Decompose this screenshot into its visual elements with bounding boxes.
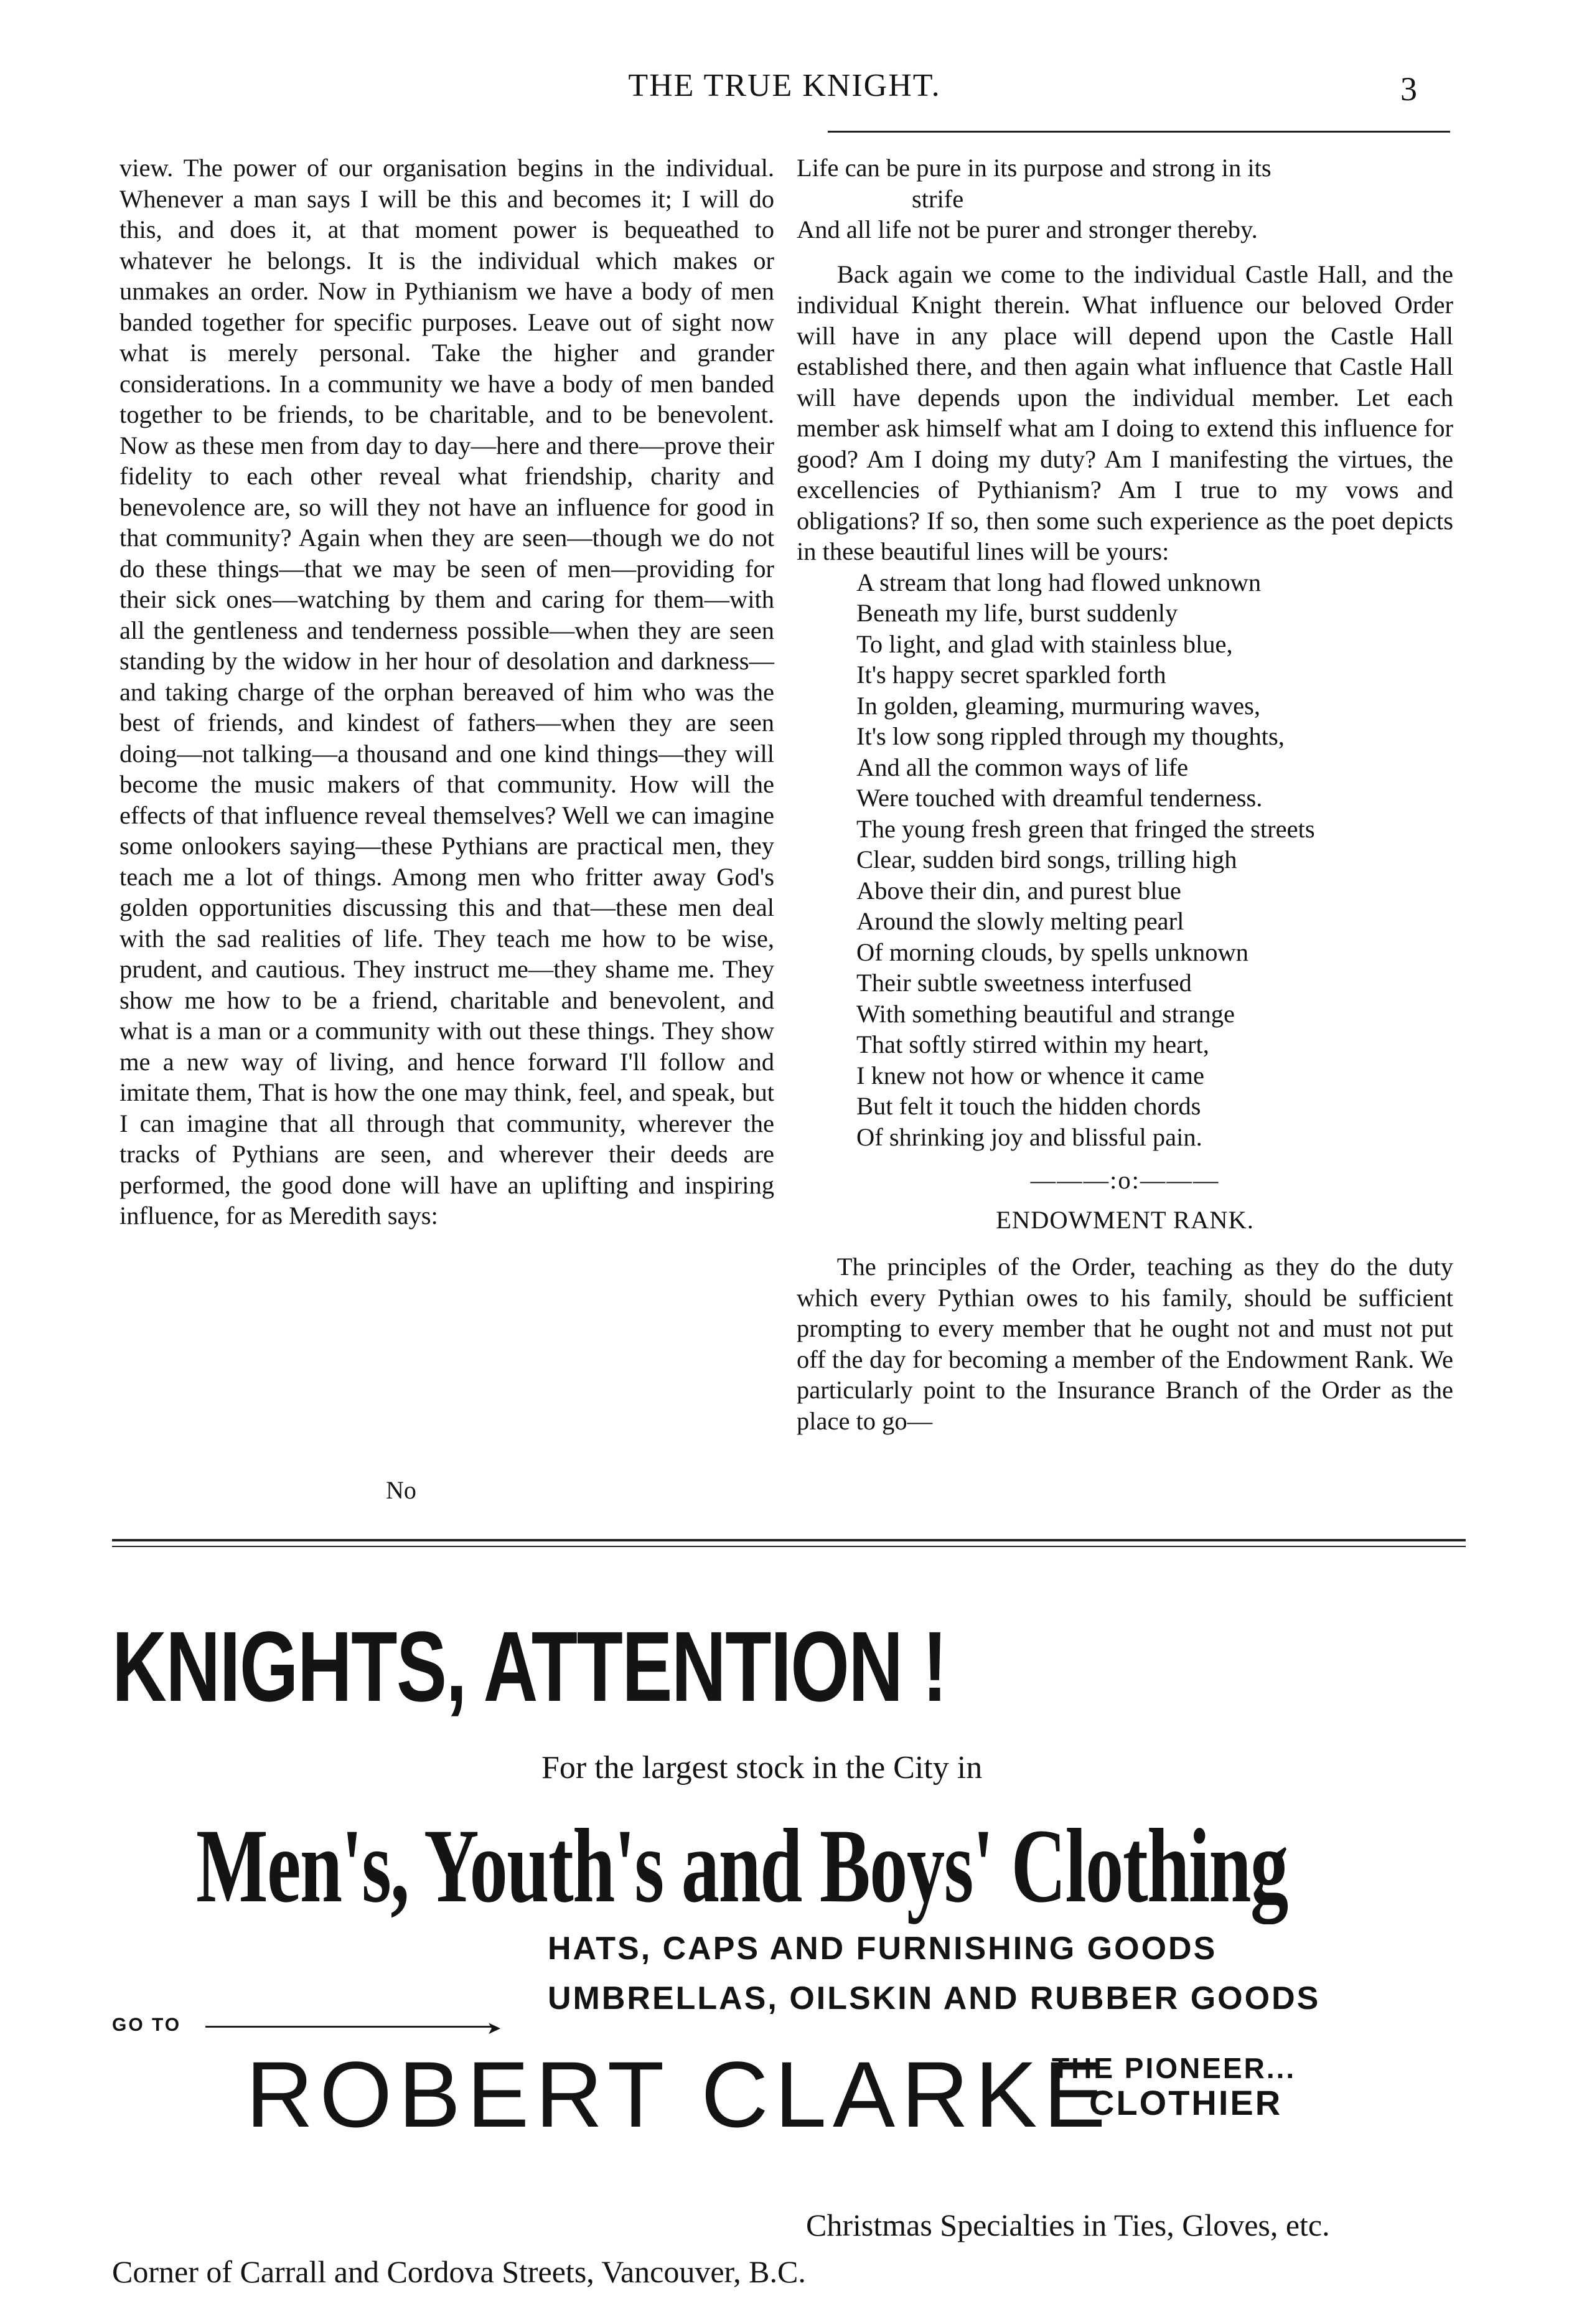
poem-line: And all the common ways of life xyxy=(856,753,1189,781)
poem-line: To light, and glad with stainless blue, xyxy=(856,629,1233,658)
divider-rule xyxy=(112,1546,1466,1547)
poem-line: It's low song rippled through my thoughts, xyxy=(856,722,1285,750)
poem-line: Of morning clouds, by spells unknown xyxy=(856,938,1248,966)
poem-line: Around the slowly melting pearl xyxy=(856,907,1184,935)
right-column xyxy=(797,153,1453,1436)
ad-christmas-line: Christmas Specialties in Ties, Gloves, etc. xyxy=(806,2208,1330,2242)
ad-clothier-label: CLOTHIER xyxy=(1089,2083,1283,2122)
left-column-paragraph: view. The power of our organisation begins in the individual. Whenever a man says I will be this and becomes it; I will do this, and does it, at that moment power is bequeathed to whatever he belongs. It is the individual which makes or unmakes an order. Now in Pythianism we have a body of men banded together for specific purposes. Leave out of sight now what is merely personal. Take the higher and grander considerations. In a community we have a body of men banded together to be friends, to be charitable, and to be benevolent. Now as these men from day to day—here and there—prove their fidelity to each other reveal what friendship, charity and benevolence are, so will they not have an influence for good in that community? Again when they are seen—though we do not do these things—that we may be seen of men—providing for their sick ones—watching by them and caring for them—with all the gentleness and tenderness possible—when they are seen standing by the widow in her hour of desolation and darkness—and taking charge of the orphan bereaved of him who was the best of friends, and kindest of fathers—when they are seen doing—not talking—a thousand and one kind things—they will become the music makers of that community. How will the effects of that influence reveal themselves? Well we can imagine some onlookers saying—these Pythians are practical men, they teach me a lot of things. Among men who fritter away God's golden opportunities discussing this and that—these men deal with the sad realities of life. They teach me how to be wise, prudent, and cautious. They instruct me—they shame me. They show me how to be a friend, charitable and benevolent, and what is a man or a community with out these things. They show me a new way of living, and hence forward I'll follow and imitate them, That is how the one may think, feel, and speak, but I can imagine that all through that community, wherever the tracks of Pythians are seen, and wherever their deeds are performed, the good done will have an uplifting and inspiring influence, for as Meredith says: xyxy=(119,154,774,1230)
poem-line: In golden, gleaming, murmuring waves, xyxy=(856,691,1260,720)
ad-merchant-name: ROBERT CLARKE xyxy=(246,2042,1112,2147)
meredith-verse xyxy=(797,153,1453,245)
poem-line: I knew not how or whence it came xyxy=(856,1061,1204,1089)
poem-line: Were touched with dreamful tenderness. xyxy=(856,784,1263,812)
section-heading: ENDOWMENT RANK. xyxy=(996,1205,1254,1234)
poem-line: But felt it touch the hidden chords xyxy=(856,1092,1201,1120)
page-number: 3 xyxy=(1400,70,1417,108)
poem xyxy=(856,567,1453,1153)
ad-go-to: GO TO xyxy=(112,2015,182,2035)
ad-hats-line: HATS, CAPS AND FURNISHING GOODS xyxy=(548,1931,1217,1967)
verse-line: Life can be pure in its purpose and strong in its xyxy=(797,154,1272,182)
endowment-paragraph: The principles of the Order, teaching as they do the duty which every Pythian owes to his family, should be sufficient prompting to every member that he ought not and must not put off the day for becoming a member of the Endowment Rank. We particularly point to the Insurance Branch of the Order as the place to go— xyxy=(797,1253,1453,1435)
section-divider: ———:o:——— xyxy=(1030,1166,1220,1194)
left-column xyxy=(119,153,774,1231)
verse-line: And all life not be purer and stronger thereby. xyxy=(797,215,1258,243)
verse-line: strife xyxy=(912,184,964,213)
ad-intro-line: For the largest stock in the City in xyxy=(541,1750,983,1785)
poem-line: It's happy secret sparkled forth xyxy=(856,661,1166,689)
ad-clothing-headline: Men's, Youth's and Boys' Clothing xyxy=(196,1807,1288,1924)
poem-line: The young fresh green that fringed the streets xyxy=(856,814,1315,843)
poem-line: Their subtle sweetness interfused xyxy=(856,969,1192,997)
poem-line: Beneath my life, burst suddenly xyxy=(856,599,1178,627)
poem-line: Of shrinking joy and blissful pain. xyxy=(856,1122,1202,1151)
ad-address: Corner of Carrall and Cordova Streets, Vancouver, B.C. xyxy=(112,2254,806,2289)
poem-line: Clear, sudden bird songs, trilling high xyxy=(856,845,1237,873)
running-title: THE TRUE KNIGHT. xyxy=(628,68,941,103)
go-to-leader-line xyxy=(205,2026,492,2028)
ad-pioneer-label: THE PIONEER... xyxy=(1052,2052,1296,2084)
poem-line: That softly stirred within my heart, xyxy=(856,1030,1209,1058)
poem-line: With something beautiful and strange xyxy=(856,999,1235,1028)
header-rule xyxy=(828,131,1450,133)
divider-rule xyxy=(112,1539,1466,1541)
ad-headline: KNIGHTS, ATTENTION ! xyxy=(112,1611,947,1722)
poem-line: Above their din, and purest blue xyxy=(856,876,1181,905)
ad-umbrellas-line: UMBRELLAS, OILSKIN AND RUBBER GOODS xyxy=(548,1980,1321,2016)
catchword: No xyxy=(386,1476,416,1504)
poem-line: A stream that long had flowed unknown xyxy=(856,568,1262,596)
arrow-icon: ➤ xyxy=(487,2019,502,2038)
castle-hall-paragraph: Back again we come to the individual Castle Hall, and the individual Knight therein. What influence our beloved Order will have in any place will depend upon the Castle Hall established there, and then again what influence that Castle Hall will have depends upon the individual member. Let each member ask himself what am I doing to extend this influence for good? Am I doing my duty? Am I manifesting the virtues, the excellencies of Pythianism? Am I true to my vows and obligations? If so, then some such experience as the poet depicts in these beautiful lines will be yours: xyxy=(797,260,1453,565)
